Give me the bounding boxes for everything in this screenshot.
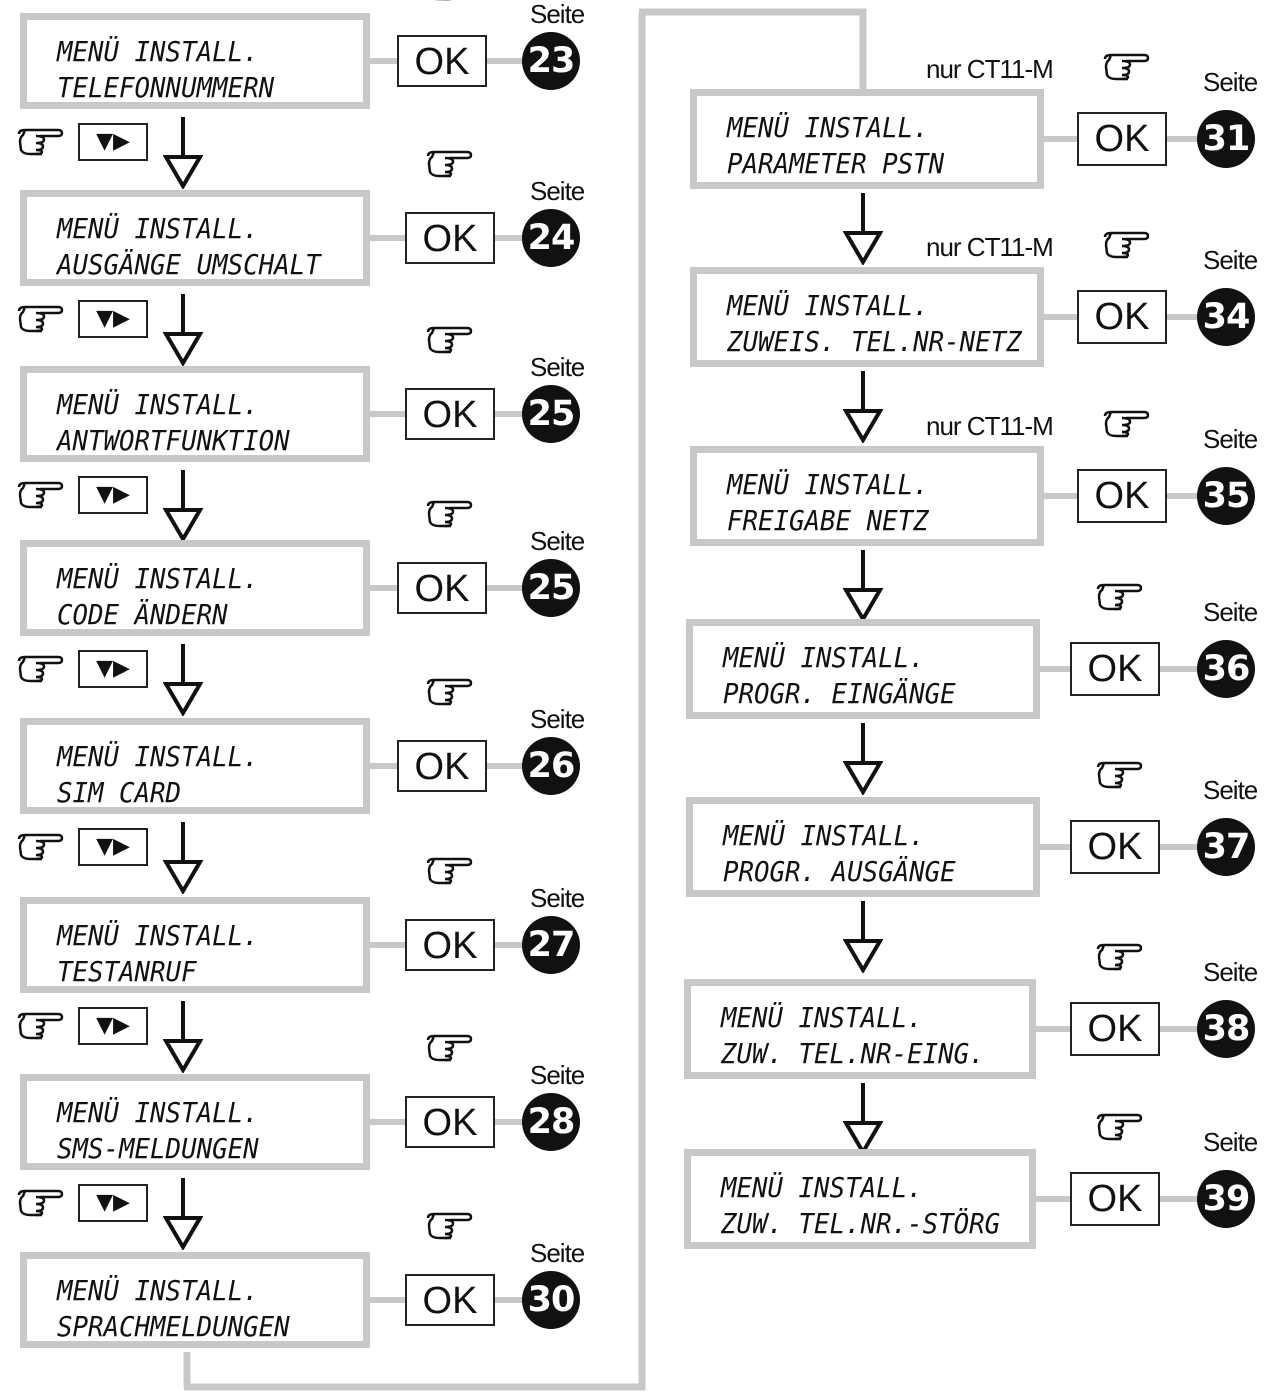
ok-button[interactable]: OK xyxy=(405,212,495,264)
lcd-menu-box[interactable] xyxy=(690,446,1044,546)
page-number-badge: 25 xyxy=(522,385,580,443)
next-menu-key[interactable]: ▼▶ xyxy=(78,476,148,514)
page-number-badge: 37 xyxy=(1197,818,1255,876)
ok-button[interactable]: OK xyxy=(397,562,487,614)
lcd-menu-box[interactable] xyxy=(20,897,370,993)
menu-line-1: MENÜ INSTALL. xyxy=(57,919,259,952)
down-arrow-icon xyxy=(163,117,203,189)
page-number-badge: 25 xyxy=(522,559,580,617)
pointing-hand-icon xyxy=(425,500,473,528)
page-number-badge: 36 xyxy=(1197,640,1255,698)
menu-line-2: PROGR. EINGÄNGE xyxy=(723,677,956,710)
page-number-badge: 34 xyxy=(1197,288,1255,346)
lcd-menu-box[interactable] xyxy=(690,89,1044,189)
page-number-badge: 26 xyxy=(522,737,580,795)
menu-line-2: SMS-MELDUNGEN xyxy=(57,1132,259,1165)
next-menu-key[interactable]: ▼▶ xyxy=(78,1184,148,1222)
down-arrow-icon xyxy=(843,550,883,622)
page-number-badge: 23 xyxy=(522,32,580,90)
menu-line-2: ANTWORTFUNKTION xyxy=(57,424,290,457)
menu-line-2: CODE ÄNDERN xyxy=(57,598,228,631)
ok-button[interactable]: OK xyxy=(1070,1002,1160,1056)
menu-line-2: SIM CARD xyxy=(57,776,182,809)
menu-line-1: MENÜ INSTALL. xyxy=(57,1274,259,1307)
pointing-hand-icon xyxy=(1095,943,1143,971)
lcd-menu-box[interactable] xyxy=(20,366,370,462)
down-arrow-icon xyxy=(843,723,883,795)
seite-label: Seite xyxy=(530,0,585,29)
down-arrow-icon xyxy=(843,901,883,973)
menu-line-2: PARAMETER PSTN xyxy=(727,147,945,180)
down-arrow-icon xyxy=(843,193,883,265)
page-number-badge: 28 xyxy=(522,1093,580,1151)
pointing-hand-icon xyxy=(16,305,64,333)
down-arrow-icon xyxy=(163,1178,203,1250)
down-arrow-icon xyxy=(163,822,203,894)
page-number-badge: 38 xyxy=(1197,1000,1255,1058)
menu-line-2: SPRACHMELDUNGEN xyxy=(57,1310,290,1343)
page-number-badge: 31 xyxy=(1197,110,1255,168)
menu-line-1: MENÜ INSTALL. xyxy=(721,1001,923,1034)
pointing-hand-icon xyxy=(16,481,64,509)
page-number-badge: 27 xyxy=(522,916,580,974)
pointing-hand-icon xyxy=(16,655,64,683)
down-arrow-icon xyxy=(843,1083,883,1155)
next-menu-key[interactable]: ▼▶ xyxy=(78,650,148,688)
ok-button[interactable]: OK xyxy=(405,919,495,971)
pointing-hand-icon xyxy=(425,857,473,885)
menu-line-1: MENÜ INSTALL. xyxy=(57,35,259,68)
seite-label: Seite xyxy=(1203,245,1258,275)
pointing-hand-icon xyxy=(425,1034,473,1062)
lcd-menu-box[interactable] xyxy=(20,190,370,286)
menu-line-2: TELEFONNUMMERN xyxy=(57,71,275,104)
menu-line-1: MENÜ INSTALL. xyxy=(57,388,259,421)
seite-label: Seite xyxy=(530,1238,585,1268)
menu-line-1: MENÜ INSTALL. xyxy=(57,562,259,595)
pointing-hand-icon xyxy=(425,0,473,1)
ok-button[interactable]: OK xyxy=(1070,1172,1160,1226)
ct11m-note: nur CT11-M xyxy=(926,232,1053,262)
menu-line-1: MENÜ INSTALL. xyxy=(723,641,925,674)
page-number-badge: 39 xyxy=(1197,1170,1255,1228)
seite-label: Seite xyxy=(530,526,585,556)
ok-button[interactable]: OK xyxy=(397,740,487,792)
menu-line-2: ZUW. TEL.NR.-STÖRG xyxy=(721,1207,1001,1240)
seite-label: Seite xyxy=(1203,67,1258,97)
menu-line-2: AUSGÄNGE UMSCHALT xyxy=(57,248,321,281)
menu-line-1: MENÜ INSTALL. xyxy=(57,740,259,773)
down-arrow-icon xyxy=(163,470,203,542)
lcd-menu-box[interactable] xyxy=(20,13,370,109)
menu-line-1: MENÜ INSTALL. xyxy=(727,289,929,322)
seite-label: Seite xyxy=(530,176,585,206)
seite-label: Seite xyxy=(1203,424,1258,454)
down-arrow-icon xyxy=(843,371,883,443)
menu-line-2: ZUW. TEL.NR-EING. xyxy=(721,1037,985,1070)
page-number-badge: 24 xyxy=(522,209,580,267)
ok-button[interactable]: OK xyxy=(1070,642,1160,696)
lcd-menu-box[interactable] xyxy=(684,1149,1036,1249)
ok-button[interactable]: OK xyxy=(1077,469,1167,523)
next-menu-key[interactable]: ▼▶ xyxy=(78,828,148,866)
menu-line-2: PROGR. AUSGÄNGE xyxy=(723,855,956,888)
ok-button[interactable]: OK xyxy=(1070,820,1160,874)
pointing-hand-icon xyxy=(1102,231,1150,259)
menu-line-2: ZUWEIS. TEL.NR-NETZ xyxy=(727,325,1022,358)
pointing-hand-icon xyxy=(16,1012,64,1040)
ct11m-note: nur CT11-M xyxy=(926,411,1053,441)
lcd-menu-box[interactable] xyxy=(690,267,1044,367)
seite-label: Seite xyxy=(530,883,585,913)
pointing-hand-icon xyxy=(16,833,64,861)
pointing-hand-icon xyxy=(1102,53,1150,81)
lcd-menu-box[interactable] xyxy=(20,1252,370,1348)
seite-label: Seite xyxy=(1203,1127,1258,1157)
menu-line-1: MENÜ INSTALL. xyxy=(727,111,929,144)
pointing-hand-icon xyxy=(1095,761,1143,789)
pointing-hand-icon xyxy=(1102,410,1150,438)
ok-button[interactable]: OK xyxy=(405,1096,495,1148)
seite-label: Seite xyxy=(1203,957,1258,987)
pointing-hand-icon xyxy=(425,678,473,706)
lcd-menu-box[interactable] xyxy=(20,540,370,636)
down-arrow-icon xyxy=(163,644,203,716)
down-arrow-icon xyxy=(163,1001,203,1073)
seite-label: Seite xyxy=(1203,597,1258,627)
next-menu-key[interactable]: ▼▶ xyxy=(78,1007,148,1045)
menu-line-2: TESTANRUF xyxy=(57,955,197,988)
seite-label: Seite xyxy=(530,352,585,382)
lcd-menu-box[interactable] xyxy=(20,718,370,814)
menu-line-1: MENÜ INSTALL. xyxy=(721,1171,923,1204)
menu-line-1: MENÜ INSTALL. xyxy=(723,819,925,852)
ok-button[interactable]: OK xyxy=(397,35,487,87)
pointing-hand-icon xyxy=(16,1189,64,1217)
seite-label: Seite xyxy=(530,1060,585,1090)
pointing-hand-icon xyxy=(16,128,64,156)
next-menu-key[interactable]: ▼▶ xyxy=(78,123,148,161)
ok-button[interactable]: OK xyxy=(405,388,495,440)
page-number-badge: 30 xyxy=(522,1271,580,1329)
ok-button[interactable]: OK xyxy=(405,1274,495,1326)
ok-button[interactable]: OK xyxy=(1077,290,1167,344)
lcd-menu-box[interactable] xyxy=(684,979,1036,1079)
pointing-hand-icon xyxy=(425,150,473,178)
ok-button[interactable]: OK xyxy=(1077,112,1167,166)
page-number-badge: 35 xyxy=(1197,467,1255,525)
lcd-menu-box[interactable] xyxy=(686,619,1040,719)
menu-line-1: MENÜ INSTALL. xyxy=(57,1096,259,1129)
menu-line-1: MENÜ INSTALL. xyxy=(57,212,259,245)
menu-line-1: MENÜ INSTALL. xyxy=(727,468,929,501)
down-arrow-icon xyxy=(163,294,203,366)
pointing-hand-icon xyxy=(1095,583,1143,611)
ct11m-note: nur CT11-M xyxy=(926,54,1053,84)
next-menu-key[interactable]: ▼▶ xyxy=(78,300,148,338)
pointing-hand-icon xyxy=(1095,1113,1143,1141)
pointing-hand-icon xyxy=(425,326,473,354)
seite-label: Seite xyxy=(530,704,585,734)
seite-label: Seite xyxy=(1203,775,1258,805)
lcd-menu-box[interactable] xyxy=(20,1074,370,1170)
menu-line-2: FREIGABE NETZ xyxy=(727,504,929,537)
lcd-menu-box[interactable] xyxy=(686,797,1040,897)
pointing-hand-icon xyxy=(425,1212,473,1240)
